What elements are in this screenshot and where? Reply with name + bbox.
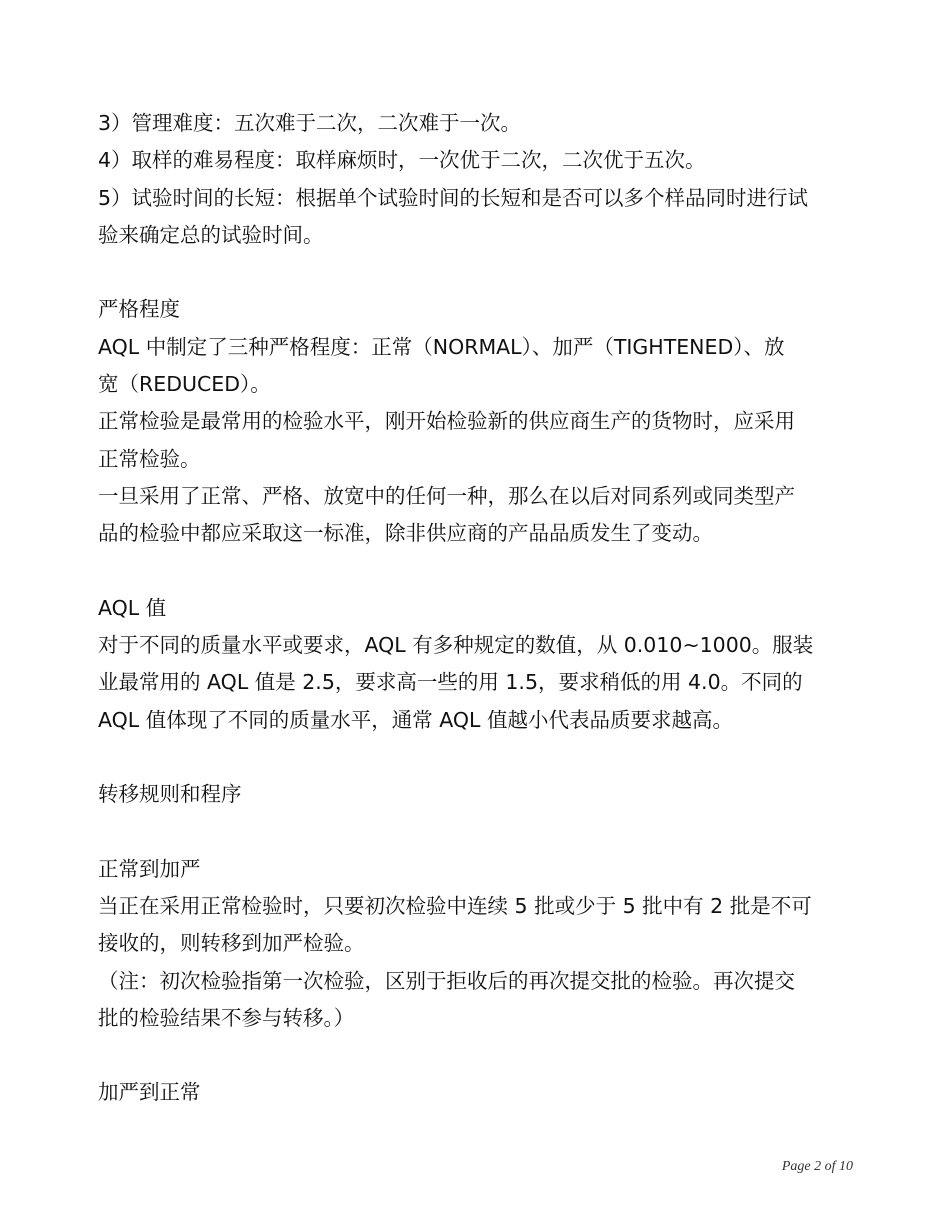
section-heading: 转移规则和程序 xyxy=(98,782,242,806)
text-line: AQL 中制定了三种严格程度：正常（NORMAL）、加严（TIGHTENED）、放 xyxy=(98,335,785,359)
text-line: 4）取样的难易程度：取样麻烦时，一次优于二次，二次优于五次。 xyxy=(98,148,706,172)
section-heading: 加严到正常 xyxy=(98,1080,201,1104)
text-line: （注：初次检验指第一次检验，区别于拒收后的再次提交批的检验。再次提交 xyxy=(98,969,795,993)
text-line: AQL 值体现了不同的质量水平，通常 AQL 值越小代表品质要求越高。 xyxy=(98,708,733,732)
text-line: 当正在采用正常检验时，只要初次检验中连续 5 批或少于 5 批中有 2 批是不可 xyxy=(98,894,812,918)
text-line: 品的检验中都应采取这一标准，除非供应商的产品品质发生了变动。 xyxy=(98,521,713,545)
text-line: 一旦采用了正常、严格、放宽中的任何一种，那么在以后对同系列或同类型产 xyxy=(98,484,795,508)
text-line: 业最常用的 AQL 值是 2.5，要求高一些的用 1.5，要求稍低的用 4.0。不同的 xyxy=(98,670,803,694)
text-line: 宽（REDUCED）。 xyxy=(98,372,271,396)
section-heading: AQL 值 xyxy=(98,596,167,620)
text-line: 5）试验时间的长短：根据单个试验时间的长短和是否可以多个样品同时进行试 xyxy=(98,186,809,210)
text-line: 正常检验是最常用的检验水平，刚开始检验新的供应商生产的货物时，应采用 xyxy=(98,409,795,433)
text-line: 验来确定总的试验时间。 xyxy=(98,223,324,247)
text-line: 对于不同的质量水平或要求，AQL 有多种规定的数值，从 0.010~1000。服装 xyxy=(98,633,814,657)
section-heading: 严格程度 xyxy=(98,297,180,321)
text-line: 批的检验结果不参与转移。） xyxy=(98,1006,355,1030)
text-line: 接收的，则转移到加严检验。 xyxy=(98,931,365,955)
text-line: 正常检验。 xyxy=(98,447,201,471)
section-heading: 正常到加严 xyxy=(98,857,201,881)
text-line: 3）管理难度：五次难于二次，二次难于一次。 xyxy=(98,111,522,135)
page-number: Page 2 of 10 xyxy=(781,1159,853,1174)
